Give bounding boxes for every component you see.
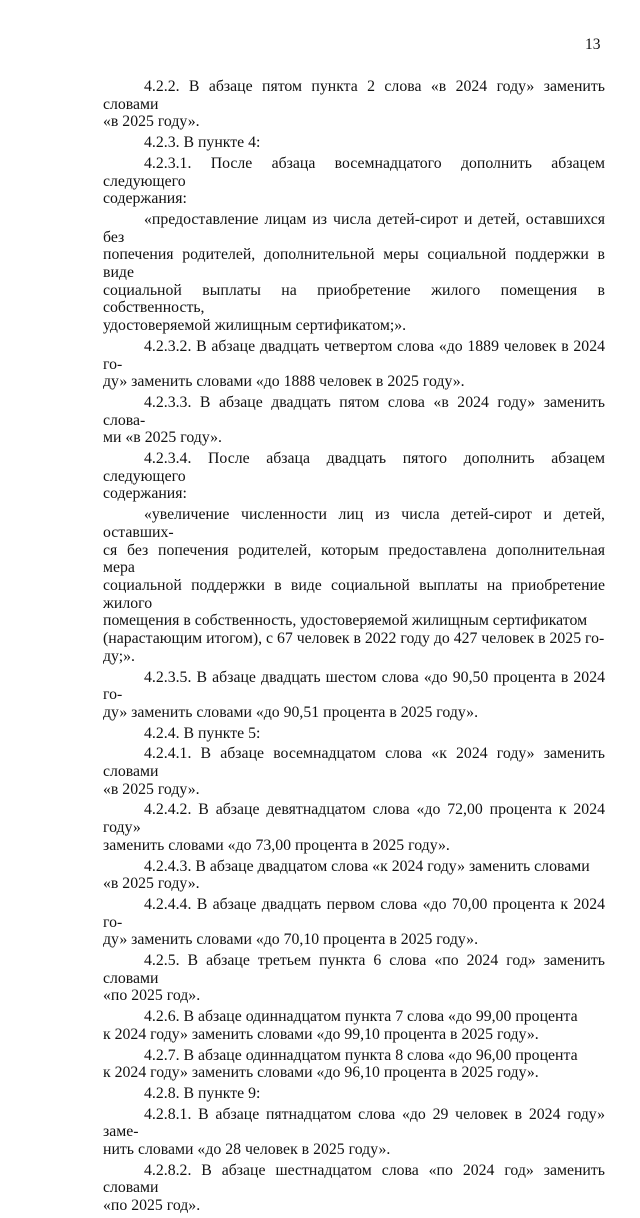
paragraph-4-2-8-2: 4.2.8.2. В абзаце шестнадцатом слова «по 2024 год» заменить словами «по 2025 год». — [103, 1161, 605, 1215]
paragraph-4-2-5: 4.2.5. В абзаце третьем пункта 6 слова «по 2024 год» заменить словами «по 2025 год». — [103, 952, 605, 1005]
paragraph-4-2-4-1: 4.2.4.1. В абзаце восемнадцатом слова «к 2024 году» заменить словами «в 2025 году». — [103, 745, 605, 798]
quoted-insert-paragraph: «предоставление лицам из числа детей-сирот и детей, оставшихся без попечения родителей, дополнительной меры социальной поддержки в виде социальной выплаты на приобретение жилого помещения в собственность, удостоверяемой жилищным сертификатом;». — [103, 210, 605, 335]
quoted-insert-paragraph: «увеличение численности лиц из числа детей-сирот и детей, оставших- ся без попечения родителей, которым предоставлена дополнительная мера социальной поддержки в виде социальной выплаты на приобретение жилого помещения в собственность, удостоверяемой жилищным сертификатом (нарастающим итогом), с 67 человек в 2022 году до 427 человек в 2025 го- ду;». — [103, 506, 605, 665]
document-body — [103, 78, 605, 1218]
paragraph-4-2-7: 4.2.7. В абзаце одиннадцатом пункта 8 слова «до 96,00 процента к 2024 году» заменить словами «до 96,10 процента в 2025 году». — [103, 1046, 578, 1082]
paragraph-4-2-3: 4.2.3. В пункте 4: — [144, 134, 261, 152]
page-number: 13 — [585, 36, 601, 53]
paragraph-4-2-4-2: 4.2.4.2. В абзаце девятнадцатом слова «до 72,00 процента к 2024 году» заменить словами «до 73,00 процента в 2025 году». — [103, 801, 605, 854]
paragraph-4-2-3-1: 4.2.3.1. После абзаца восемнадцатого дополнить абзацем следующего содержания: — [103, 154, 605, 208]
paragraph-4-2-4-3: 4.2.4.3. В абзаце двадцатом слова «к 2024 году» заменить словами «в 2025 году». — [103, 857, 590, 893]
paragraph-4-2-8: 4.2.8. В пункте 9: — [144, 1084, 261, 1102]
paragraph-4-2-4-4: 4.2.4.4. В абзаце двадцать первом слова «до 70,00 процента к 2024 го- ду» заменить словами «до 70,10 процента в 2025 году». — [103, 895, 605, 949]
paragraph-4-2-3-2: 4.2.3.2. В абзаце двадцать четвертом слова «до 1889 человек в 2024 го- ду» заменить словами «до 1888 человек в 2025 году». — [103, 337, 605, 391]
paragraph-4-2-3-5: 4.2.3.5. В абзаце двадцать шестом слова «до 90,50 процента в 2024 го- ду» заменить словами «до 90,51 процента в 2025 году». — [103, 668, 605, 721]
paragraph-4-2-3-3: 4.2.3.3. В абзаце двадцать пятом слова «в 2024 году» заменить слова- ми «в 2025 году». — [103, 393, 605, 447]
paragraph-4-2-8-1: 4.2.8.1. В абзаце пятнадцатом слова «до 29 человек в 2024 году» заме- нить словами «до 28 человек в 2025 году». — [103, 1105, 605, 1159]
paragraph-4-2-2: 4.2.2. В абзаце пятом пункта 2 слова «в 2024 году» заменить словами «в 2025 году». — [103, 78, 605, 131]
paragraph-4-2-6: 4.2.6. В абзаце одиннадцатом пункта 7 слова «до 99,00 процента к 2024 году» заменить словами «до 99,10 процента в 2025 году». — [103, 1008, 578, 1043]
paragraph-4-2-3-4: 4.2.3.4. После абзаца двадцать пятого дополнить абзацем следующего содержания: — [103, 450, 605, 503]
paragraph-4-2-4: 4.2.4. В пункте 5: — [144, 724, 261, 742]
